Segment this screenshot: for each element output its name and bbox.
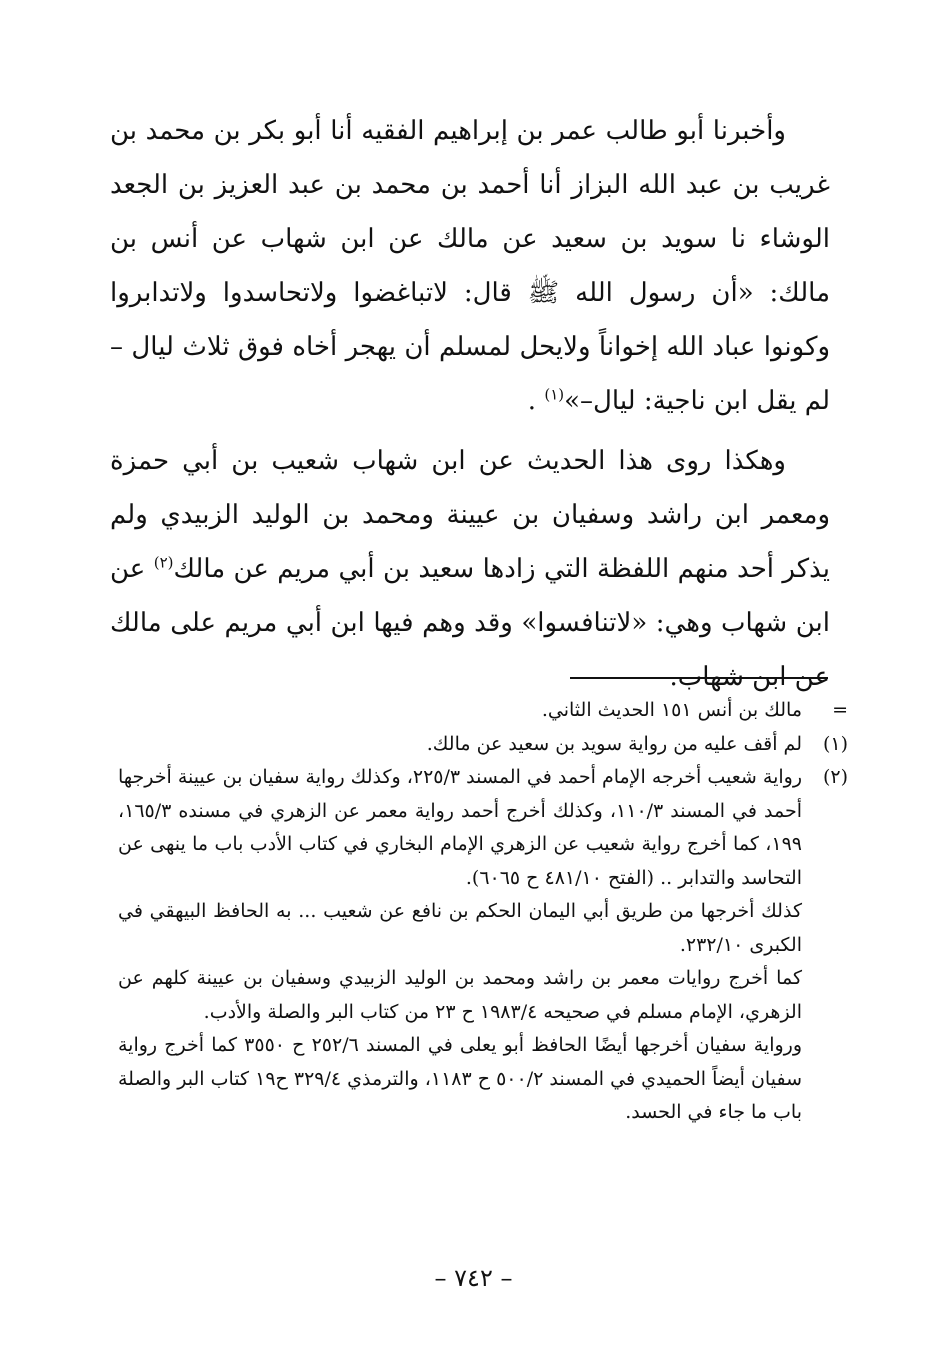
footnotes — [118, 694, 848, 1130]
paragraph-2-text — [110, 434, 830, 704]
footnote-text: كما أخرج روايات معمر بن راشد ومحمد بن الوليد الزبيدي وسفيان بن عيينة كلهم عن الزهري، الإمام مسلم في صحيحه ١٩٨٣/٤ ح ٢٣ من كتاب البر والصلة والأدب. — [118, 967, 802, 1023]
paragraph-1 — [110, 104, 830, 428]
footnote-text: لم أقف عليه من رواية سويد بن سعيد عن مالك. — [426, 732, 802, 755]
footnote-2 — [118, 761, 848, 895]
page-number: – ٧٤٢ – — [434, 1264, 513, 1292]
paragraph-1-text — [110, 104, 830, 428]
footnote-marker: (٢) — [822, 766, 848, 788]
footnote-ref-1[interactable]: (١) — [544, 385, 565, 404]
footnote-continuation — [118, 694, 848, 728]
paragraph-2-body-b: عن ابن شهاب وهي: «لاتنافسوا» وقد وهم فيها ابن أبي مريم على مالك عن ابن شهاب. — [110, 554, 830, 692]
paragraph-2 — [110, 434, 830, 704]
footnote-2-paragraph-2 — [118, 895, 848, 962]
paragraph-1-body: وأخبرنا أبو طالب عمر بن إبراهيم الفقيه أنا أبو بكر بن محمد بن غريب بن عبد الله البزاز أنا أحمد بن محمد بن عبد العزيز بن الجعد الوشاء نا سويد بن سعيد عن مالك عن ابن شهاب عن أنس بن مالك: «أن رسول الله ﷺ قال: لاتباغضوا ولاتحاسدوا ولاتدابروا وكونوا عباد الله إخواناً ولايحل لمسلم أن يهجر أخاه فوق ثلاث ليال – لم يقل ابن ناجية: ليال–» — [110, 116, 830, 416]
footnote-2-paragraph-4 — [118, 1029, 848, 1130]
footnote-1 — [118, 728, 848, 762]
footnote-marker: = — [832, 699, 848, 721]
footnote-ref-2[interactable]: (٢) — [153, 553, 174, 572]
footnote-text: كذلك أخرجها من طريق أبي اليمان الحكم بن نافع عن شعيب ... به الحافظ البيهقي في الكبرى ٢٣٢/١٠. — [118, 900, 802, 956]
footnote-text: مالك بن أنس ١٥١ الحديث الثاني. — [541, 699, 802, 721]
footnote-2-paragraph-3 — [118, 962, 848, 1029]
paragraph-1-end: . — [527, 386, 545, 416]
footnote-marker: (١) — [822, 732, 848, 755]
footnote-text: رواية شعيب أخرجه الإمام أحمد في المسند ٢٢٥/٣، وكذلك رواية سفيان بن عيينة أخرجها أحمد في المسند ١١٠/٣، وكذلك أخرج أحمد رواية معمر عن الزهري في مسنده ١٦٥/٣، ١٩٩، كما أخرج رواية شعيب عن الزهري الإمام البخاري في كتاب الأدب باب ما ينهى عن التحاسد والتدابر .. (الفتح ٤٨١/١٠ ح ٦٠٦٥). — [118, 766, 803, 889]
footnote-separator — [570, 677, 828, 679]
footnote-text: ورواية سفيان أخرجها أيضًا الحافظ أبو يعلى في المسند ٢٥٢/٦ ح ٣٥٥٠ كما أخرج رواية سفيان أيضاً الحميدي في المسند ٥٠٠/٢ ح ١١٨٣، والترمذي ٣٢٩/٤ ح١٩ كتاب البر والصلة باب ما جاء في الحسد. — [118, 1034, 802, 1123]
paragraph-2-body-a: وهكذا روى هذا الحديث عن ابن شهاب شعيب بن أبي حمزة ومعمر ابن راشد وسفيان بن عيينة ومحمد بن الوليد الزبيدي ولم يذكر أحد منهم اللفظة التي زادها سعيد بن أبي مريم عن مالك — [110, 446, 831, 584]
